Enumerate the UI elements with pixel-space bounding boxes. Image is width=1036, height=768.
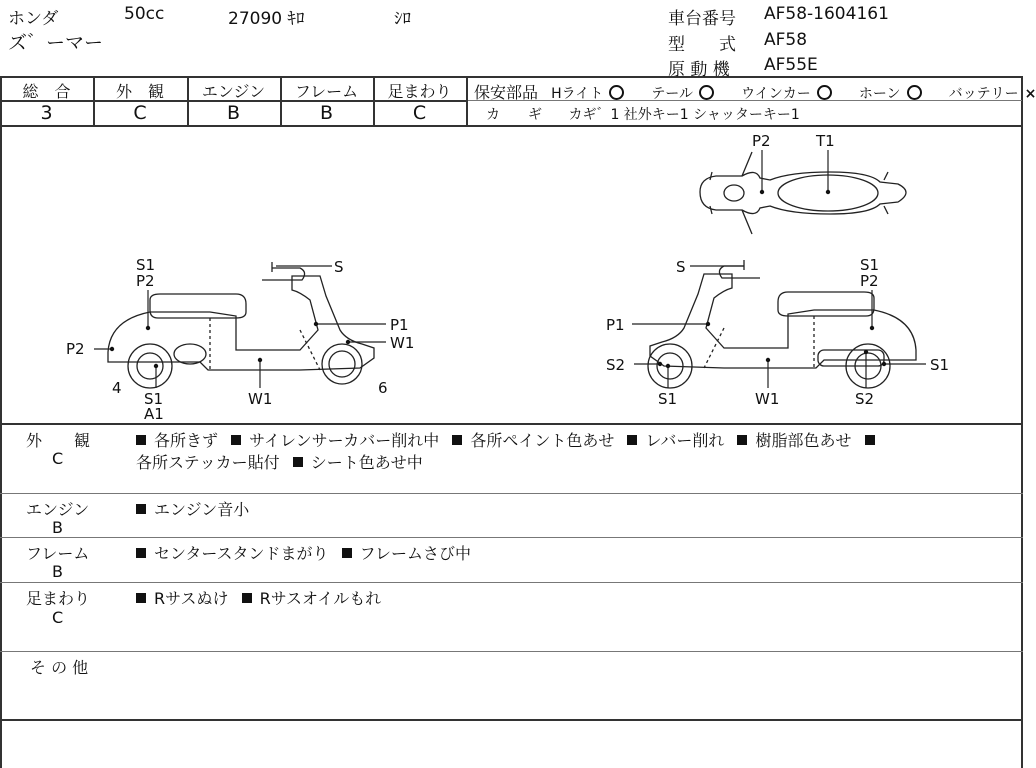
- left-label-s1-bottom: S1: [144, 390, 164, 408]
- model-name: ズ゛ーマー: [8, 32, 104, 54]
- notes-frame-grade: B: [52, 562, 63, 581]
- horn-ok-icon: [907, 85, 922, 100]
- notes-exterior-line2: [136, 450, 423, 473]
- right-label-s1-right: S1: [930, 356, 950, 374]
- keys-value: カギ゛1 社外キー1 シャッターキー1: [568, 107, 800, 123]
- total-grade: 3: [40, 102, 53, 124]
- left-label-a1: A1: [144, 405, 164, 423]
- right-label-s2-left: S2: [606, 356, 626, 374]
- exterior-label: 外 観: [115, 82, 164, 101]
- right-label-s1-bottom: S1: [658, 390, 678, 408]
- left-label-w1-bottom: W1: [248, 390, 273, 408]
- top-label-t1: T1: [816, 132, 835, 150]
- top-label-p2: P2: [752, 132, 771, 150]
- left-label-p2-rear: P2: [66, 340, 85, 358]
- type-value: AF58: [764, 30, 808, 50]
- right-label-s1-top: S1: [860, 256, 880, 274]
- right-label-w1-bottom: W1: [755, 390, 780, 408]
- notes-suspension-label: 足まわり: [26, 589, 91, 608]
- note-item: 各所ペイント色あせ: [470, 431, 615, 450]
- headlight-ok-icon: [609, 85, 624, 100]
- left-label-s: S: [334, 258, 344, 276]
- notes-engine-grade: B: [52, 518, 63, 537]
- engine-label: エンジン: [201, 82, 266, 101]
- left-label-s1-top: S1: [136, 256, 156, 274]
- left-label-p1: P1: [390, 316, 409, 334]
- note-item: 樹脂部色あせ: [755, 431, 852, 450]
- left-label-w1-right: W1: [390, 334, 415, 352]
- right-label-s: S: [676, 258, 686, 276]
- note-item: Rサスオイルもれ: [259, 589, 382, 608]
- damage-diagram: [0, 126, 1022, 422]
- notes-other-label: そ の 他: [30, 658, 89, 677]
- note-item: フレームさび中: [359, 544, 472, 563]
- headlight-label: Hライト: [551, 86, 604, 102]
- notes-exterior-grade: C: [52, 449, 64, 468]
- note-item: シート色あせ中: [310, 453, 423, 472]
- notes-frame-label: フレーム: [26, 544, 90, 563]
- note-item: サイレンサーカバー削れ中: [249, 431, 440, 450]
- top-view-scooter: [700, 152, 906, 234]
- safety-parts-row: [474, 80, 1036, 103]
- note-item: センタースタンドまがり: [154, 544, 329, 563]
- notes-frame-items: [136, 541, 471, 564]
- frame-number-label: 車台番号: [668, 9, 736, 29]
- note-item: 各所きず: [154, 431, 219, 450]
- left-label-6: 6: [378, 379, 388, 397]
- keys-row: [486, 104, 800, 124]
- note-item: レバー削れ: [645, 431, 725, 450]
- notes-divider-4: [0, 651, 1023, 652]
- notes-divider-5: [0, 719, 1023, 721]
- winker-ok-icon: [817, 85, 832, 100]
- diagram-bottom-line: [0, 423, 1023, 425]
- notes-engine-items: [136, 497, 249, 520]
- note-item: Rサスぬけ: [154, 589, 229, 608]
- header-bottom-line: [0, 76, 1023, 78]
- mileage: 27090 ｷﾛ: [228, 9, 305, 29]
- engine-model-value: AF55E: [764, 55, 818, 75]
- notes-suspension-items: [136, 586, 381, 609]
- frame-grade: B: [319, 102, 334, 124]
- engine-model-label: 原 動 機: [668, 60, 730, 80]
- keys-label: カ ギ: [486, 107, 542, 123]
- tail-label: テール: [651, 86, 694, 102]
- right-label-p2-top: P2: [860, 272, 879, 290]
- tail-ok-icon: [699, 85, 714, 100]
- notes-divider-2: [0, 537, 1023, 538]
- notes-engine-label: エンジン: [26, 500, 90, 519]
- notes-exterior-line1: [136, 428, 883, 451]
- type-label: 型 式: [668, 35, 736, 55]
- frame-label: フレーム: [294, 82, 359, 101]
- right-label-s2-bottom: S2: [855, 390, 875, 408]
- notes-suspension-grade: C: [52, 608, 64, 627]
- frame-number: AF58-1604161: [764, 4, 889, 24]
- notes-exterior-label: 外 観: [26, 431, 91, 450]
- note-item: 各所ステッカー貼付: [136, 453, 280, 472]
- suspension-grade: C: [412, 102, 427, 124]
- displacement: 50cc: [124, 4, 165, 24]
- battery-label: バッテリー: [948, 86, 1019, 102]
- left-label-4: 4: [112, 379, 122, 397]
- horn-label: ホーン: [858, 86, 901, 102]
- maker-name: ホンダ: [8, 9, 59, 29]
- right-label-p1: P1: [606, 316, 625, 334]
- body-color: ｼﾛ: [394, 9, 411, 29]
- notes-divider-3: [0, 582, 1023, 583]
- grade-sep-5: [466, 76, 468, 126]
- engine-grade: B: [226, 102, 241, 124]
- battery-ng-icon: ×: [1024, 86, 1036, 102]
- notes-divider-1: [0, 493, 1023, 494]
- exterior-grade: C: [133, 102, 147, 124]
- total-label: 総 合: [22, 82, 71, 101]
- suspension-label: 足まわり: [387, 82, 452, 101]
- safety-label: 保安部品: [474, 83, 539, 102]
- note-item: エンジン音小: [154, 500, 250, 519]
- left-label-p2-top: P2: [136, 272, 155, 290]
- winker-label: ウインカー: [741, 86, 811, 102]
